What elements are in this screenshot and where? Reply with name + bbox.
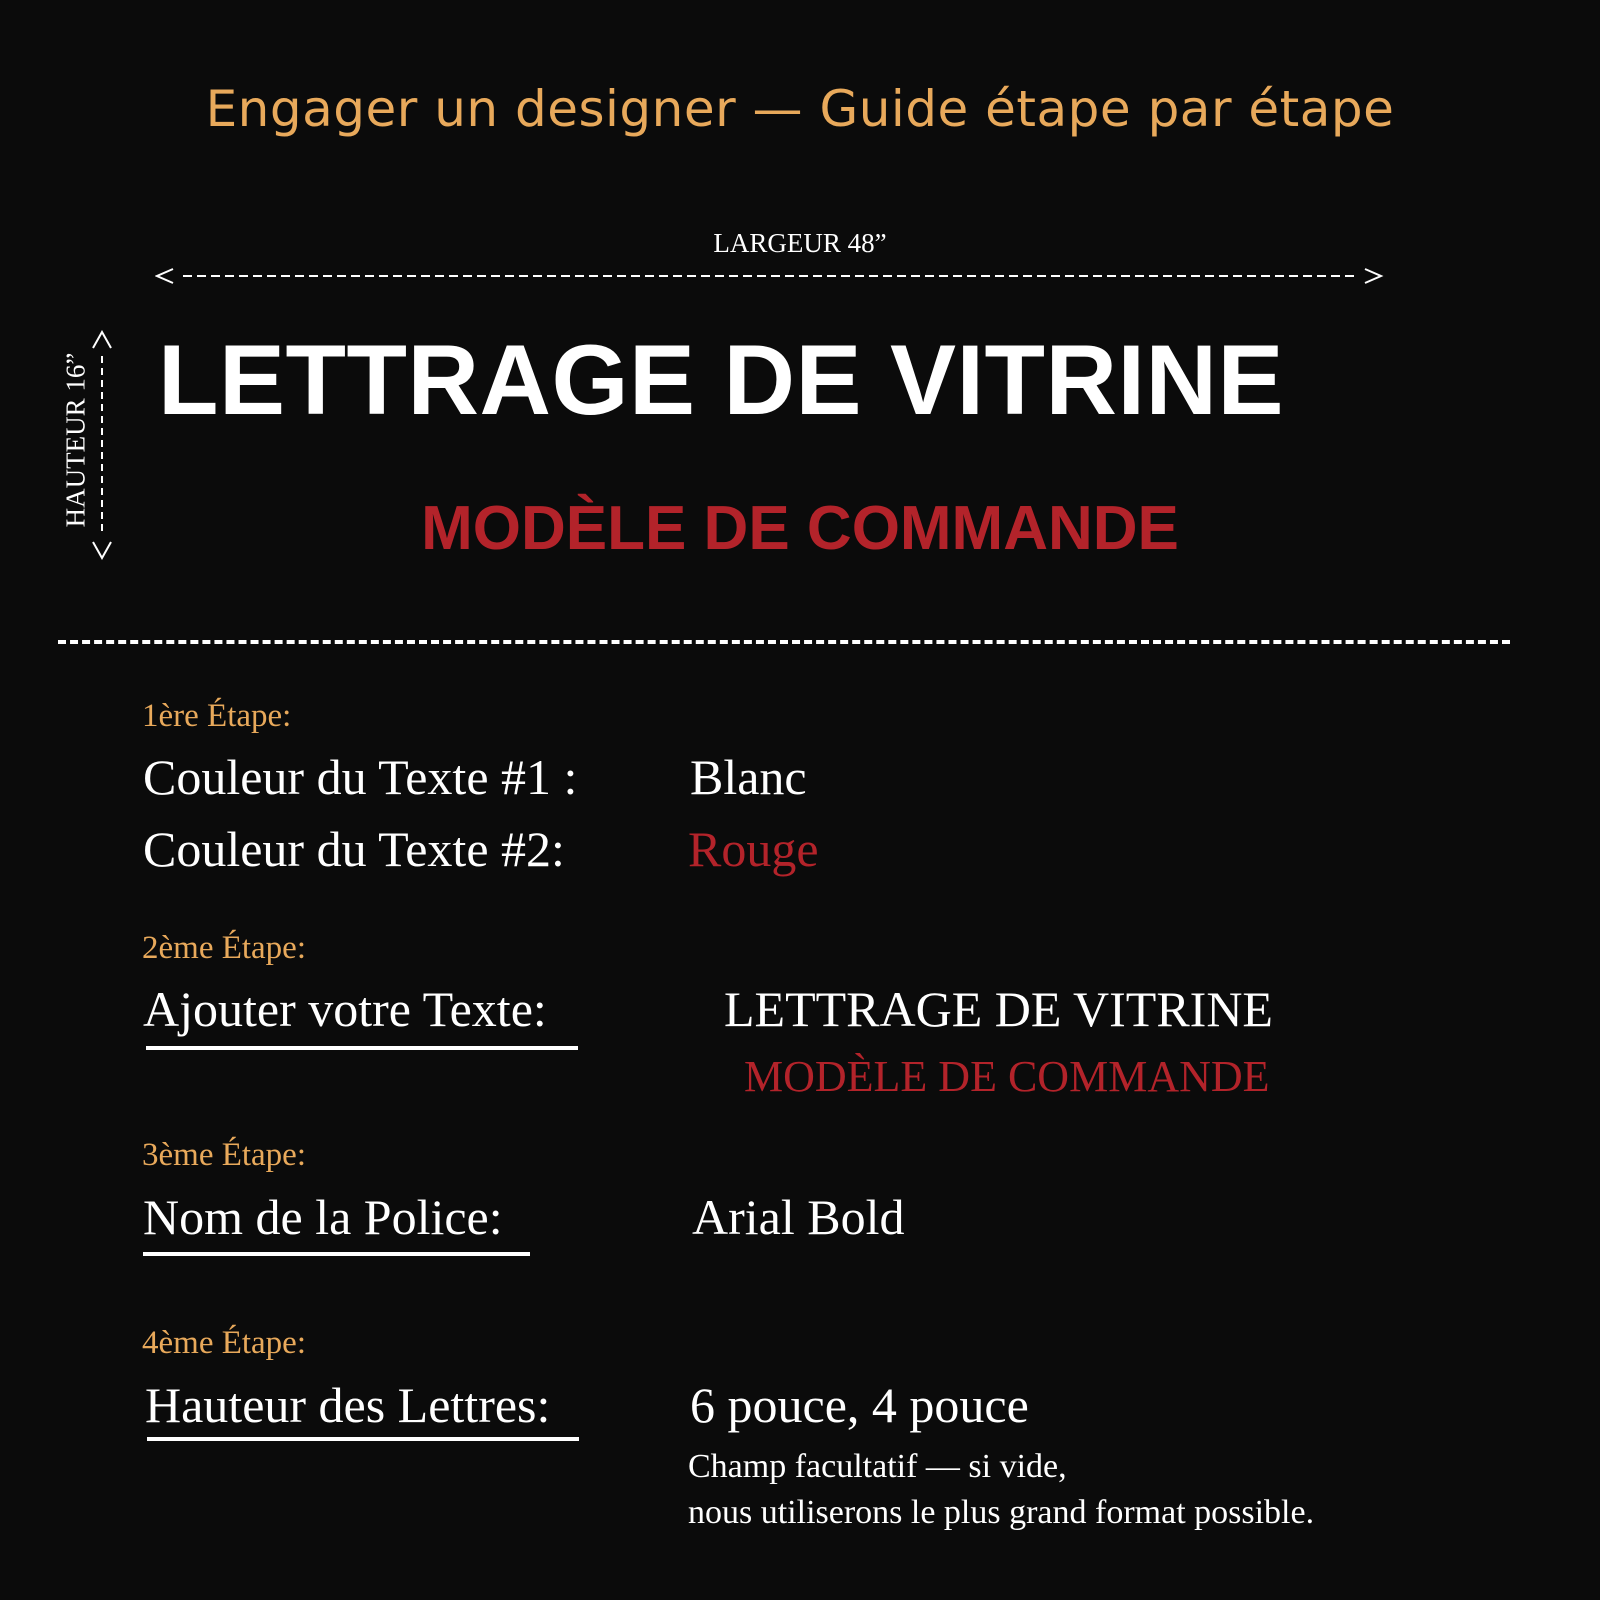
font-name-label: Nom de la Police: <box>143 1189 503 1245</box>
letter-height-value: 6 pouce, 4 pouce <box>690 1377 1029 1433</box>
section-divider <box>58 640 1510 644</box>
font-name-value: Arial Bold <box>692 1189 905 1245</box>
add-text-value-line2: MODÈLE DE COMMANDE <box>744 1052 1270 1101</box>
height-label: HAUTEUR 16” <box>60 352 91 528</box>
step-3-label: 3ème Étape: <box>142 1137 307 1173</box>
step-2-label: 2ème Étape: <box>142 930 307 966</box>
guide-title: Engager un designer — Guide étape par étape <box>205 80 1395 138</box>
text-color-1-label: Couleur du Texte #1 : <box>143 749 578 805</box>
text-color-2-value: Rouge <box>688 821 819 877</box>
add-text-label: Ajouter votre Texte: <box>143 981 547 1037</box>
add-text-underline <box>146 1046 578 1050</box>
letter-height-underline <box>147 1437 579 1441</box>
text-color-2-label: Couleur du Texte #2: <box>143 821 565 877</box>
width-label: LARGEUR 48” <box>713 228 887 258</box>
letter-height-note-line2: nous utiliserons le plus grand format possible. <box>688 1494 1315 1531</box>
font-name-underline <box>143 1252 530 1256</box>
width-arrow-icon <box>155 268 1385 284</box>
add-text-value-line1: LETTRAGE DE VITRINE <box>724 981 1273 1037</box>
text-color-1-value: Blanc <box>690 749 807 805</box>
sign-title: LETTRAGE DE VITRINE <box>158 324 1285 435</box>
sign-subtitle: MODÈLE DE COMMANDE <box>421 494 1179 563</box>
letter-height-note-line1: Champ facultatif — si vide, <box>688 1448 1067 1485</box>
step-4-label: 4ème Étape: <box>142 1325 307 1361</box>
step-1-label: 1ère Étape: <box>142 698 292 734</box>
letter-height-label: Hauteur des Lettres: <box>145 1377 551 1433</box>
